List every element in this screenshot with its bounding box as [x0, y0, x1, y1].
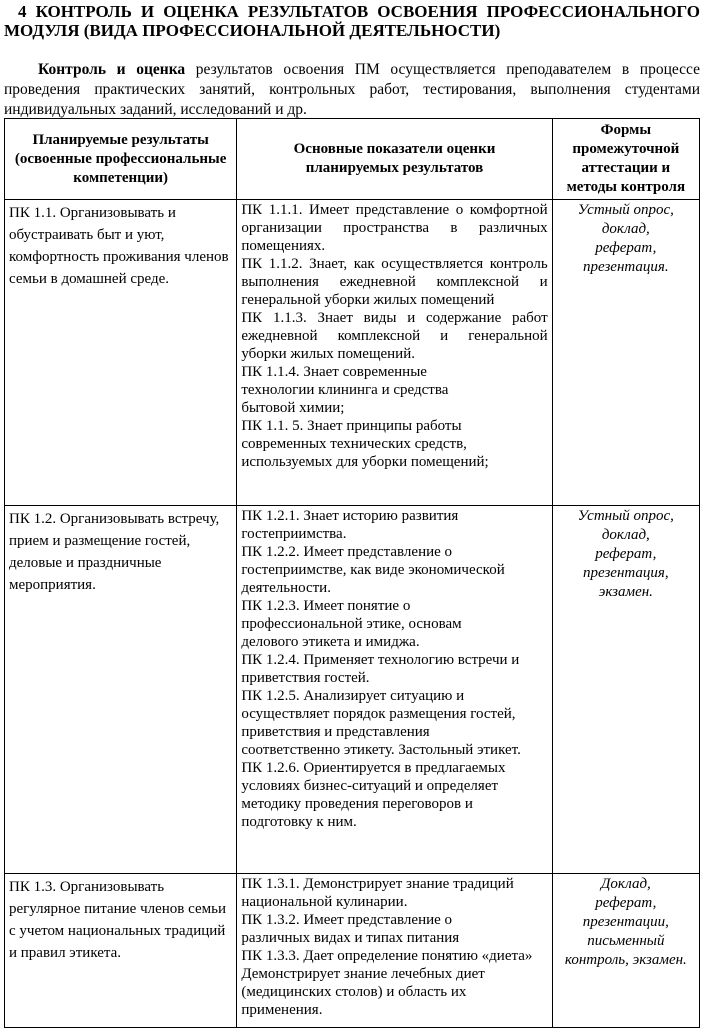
intro-text: результатов освоения ПМ осуществляется преподавателем в процессе проведения практических занятий, контрольных работ, тестирования, выполнения студентами индивидуальных заданий, исследований и др.: [4, 61, 700, 118]
header-planned-results: Планируемые результаты (освоенные профессиональные компетенции): [5, 119, 237, 200]
indicator-item: ПК 1.3.2. Имеет представление о различных видах и типах питания: [241, 912, 460, 946]
indicators-cell: [237, 200, 552, 506]
form-item: доклад,: [601, 221, 650, 237]
intro-bold-lead: Контроль и оценка: [38, 61, 186, 78]
forms-cell: [552, 506, 699, 874]
indicator-item: ПК 1.2.6. Ориентируется в предлагаемых условиях бизнес-ситуаций и определяет методику проведения переговоров и подготовку к ним.: [241, 760, 506, 830]
competence-cell: ПК 1.2. Организовывать встречу, прием и размещение гостей, деловые и праздничные мероприятия.: [5, 506, 237, 874]
table-row: [5, 874, 700, 1028]
form-item: контроль, экзамен.: [564, 952, 687, 968]
indicator-item: ПК 1.2.3. Имеет понятие о профессиональной этике, основам делового этикета и имиджа.: [241, 598, 462, 650]
table-row: [5, 506, 700, 874]
form-item: презентации,: [582, 914, 669, 930]
form-item: доклад,: [601, 527, 650, 543]
results-table: [4, 118, 700, 1028]
section-heading-line-2: МОДУЛЯ (ВИДА ПРОФЕССИОНАЛЬНОЙ ДЕЯТЕЛЬНОСТИ): [4, 21, 501, 40]
form-item: Устный опрос,: [577, 508, 674, 524]
form-item: реферат,: [595, 546, 657, 562]
form-item: Устный опрос,: [577, 202, 674, 218]
indicator-item: ПК 1.1.3. Знает виды и содержание работ ежедневной комплексной и генеральной уборки жилых помещений.: [241, 310, 548, 362]
form-item: реферат,: [595, 895, 657, 911]
indicator-item: ПК 1.2.4. Применяет технологию встречи и приветствия гостей.: [241, 652, 520, 686]
indicator-item: ПК 1.3.3. Дает определение понятию «диета» Демонстрирует знание лечебных диет (медицинских столов) и область их применения.: [241, 948, 533, 1018]
indicator-item: ПК 1.2.5. Анализирует ситуацию и осуществляет порядок размещения гостей, приветствия и представления соответственно этикету. Застольный этикет.: [241, 688, 521, 758]
section-heading: [4, 2, 700, 40]
form-item: реферат,: [595, 240, 657, 256]
indicator-item: ПК 1.2.1. Знает историю развития гостеприимства.: [241, 508, 459, 542]
competence-cell: ПК 1.3. Организовывать регулярное питание членов семьи с учетом национальных традиций и правил этикета.: [5, 874, 237, 1028]
intro-paragraph: [4, 60, 700, 120]
indicators-cell: [237, 874, 552, 1028]
forms-cell: [552, 874, 699, 1028]
indicator-item: ПК 1.1.2. Знает, как осуществляется контроль выполнения ежедневной комплексной и генеральной уборки жилых помещений: [241, 256, 548, 308]
form-item: экзамен.: [598, 584, 653, 600]
section-heading-line-1: 4 КОНТРОЛЬ И ОЦЕНКА РЕЗУЛЬТАТОВ ОСВОЕНИЯ ПРОФЕССИОНАЛЬНОГО: [18, 2, 700, 21]
form-item: презентация,: [583, 565, 669, 581]
header-forms: Формы промежуточной аттестации и методы контроля: [552, 119, 699, 200]
indicator-item: ПК 1.1. 5. Знает принципы работы современных технических средств, используемых для уборки помещений;: [241, 418, 489, 470]
forms-cell: [552, 200, 699, 506]
indicator-item: ПК 1.3.1. Демонстрирует знание традиций национальной кулинарии.: [241, 876, 514, 910]
indicator-item: ПК 1.2.2. Имеет представление о гостеприимстве, как виде экономической деятельности.: [241, 544, 505, 596]
form-item: презентация.: [583, 259, 669, 275]
indicator-item: ПК 1.1.4. Знает современные технологии клининга и средства бытовой химии;: [241, 364, 449, 416]
table-row: [5, 200, 700, 506]
competence-cell: ПК 1.1. Организовывать и обустраивать быт и уют, комфортность проживания членов семьи в домашней среде.: [5, 200, 237, 506]
form-item: письменный: [587, 933, 665, 949]
indicators-cell: [237, 506, 552, 874]
table-header-row: [5, 119, 700, 200]
form-item: Доклад,: [600, 876, 651, 892]
header-indicators: Основные показатели оценки планируемых результатов: [237, 119, 552, 200]
indicator-item: ПК 1.1.1. Имеет представление о комфортной организации пространства в различных помещениях.: [241, 202, 548, 254]
